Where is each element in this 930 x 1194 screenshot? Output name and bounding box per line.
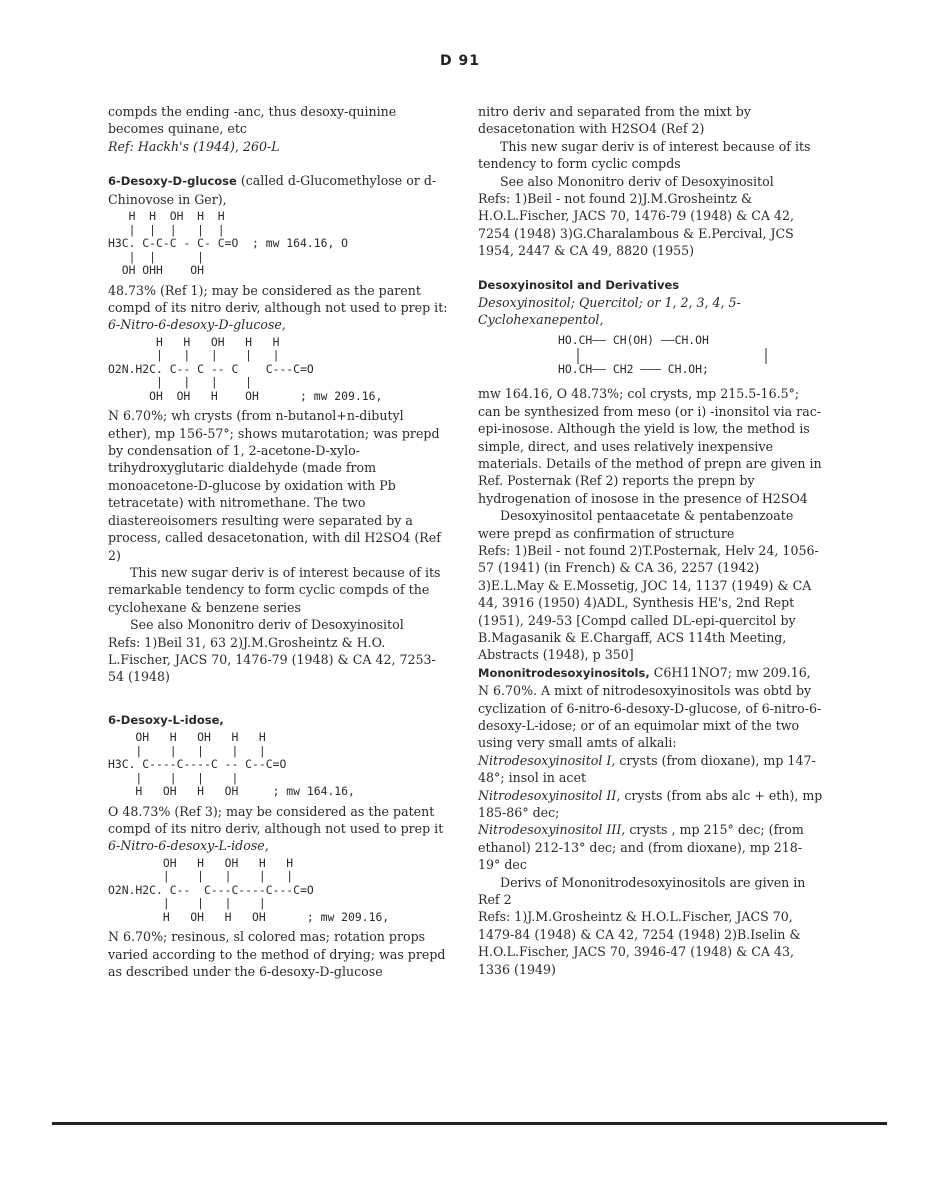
left-column [108,103,448,981]
glucose-formula: H H OH H H | | | | | H3C. C-C-C - C- C=O ; mw 164.16, O | | | OH OHH OH [108,209,349,278]
ring-formula-top: HO.CH—— CH(OH) ——CH.OH [558,332,709,347]
nitro-item-3-name: Nitrodesoxyinositol III, [478,822,626,838]
continuation-text: nitro deriv and separated from the mixt by desacetonation with H2SO4 (Ref 2) [478,104,751,137]
right-column [478,103,823,978]
right-see-also: See also Mononitro deriv of Desoxyinositol [500,173,774,189]
glucose-title: 6-Desoxy-D-glucose [108,174,237,189]
bottom-rule [52,1122,887,1125]
desoxyinositol-ring-formula [478,331,823,377]
idose-title: 6-Desoxy-L-idose, [108,712,224,727]
nitro-glucose-title: 6-Nitro-6-desoxy-D-glucose, [108,317,286,333]
nitro-item-3-text: crysts , mp 215° dec; (from ethanol) 212-13° dec; and (from dioxane), mp 218-19° dec [478,822,804,873]
nitro-idose-formula: OH H OH H H | | | | | O2N.H2C. C-- C---C----C---C=O | | | | H OH H OH ; mw 209.16, [108,855,390,924]
intro-ref: Ref: Hackh's (1944), 260-L [108,138,280,154]
right-refs-1: Refs: 1)Beil - not found 2)J.M.Grosheintz & H.O.L.Fischer, JACS 70, 1476-79 (1948) & CA 42, 7254 (1948) 3)G.Charalambous & E.Percival, JCS 1954, 2447 & CA 49, 8820 (1955) [478,191,795,259]
nitro-item-1-name: Nitrodesoxyinositol I, [478,752,616,768]
nitro-item-3 [478,821,823,873]
nitro-item-2 [478,787,823,822]
desoxyinositol-body: mw 164.16, O 48.73%; col crysts, mp 215.5-16.5°; can be synthesized from meso (or i) -inonsitol via rac-epi-inosose. Although the yield is low, the method is simple, direct, and uses relatively inexpensive materials. Details of the method of prepn are given in Ref. Posternak (Ref 2) reports the prepn by hydrogenation of inosose in the presence of H2SO4 [478,386,822,506]
mononitro-entry [478,664,823,752]
glucose-body: 48.73% (Ref 1); may be considered as the parent compd of its nitro deriv, although not used to prep it: [108,282,448,315]
glucose-see-also: See also Mononitro deriv of Desoxyinositol [130,617,404,633]
mononitro-title: Mononitrodesoxyinositols, [478,665,650,680]
sugar-interest: This new sugar deriv is of interest because of its tendency to form cyclic compds [478,138,811,172]
desoxyinositol-esters: Desoxyinositol pentaacetate & pentabenzoate were prepd as confirmation of structure [478,508,794,541]
idose-body: O 48.73% (Ref 3); may be considered as the patent compd of its nitro deriv, although not used to prep it [108,803,444,837]
mononitro-refs: Refs: 1)J.M.Grosheintz & H.O.L.Fischer, JACS 70, 1479-84 (1948) & CA 42, 7254 (1948) 2)B.Iselin & H.O.L.Fischer, JACS 70, 3946-47 (1948) & CA 43, 1336 (1949) [478,909,801,977]
nitro-glucose-formula: H H OH H H | | | | | O2N.H2C. C-- C -- C C---C=O | | | | OH OH H OH ; mw 209.16, [108,334,383,403]
nitro-item-2-name: Nitrodesoxyinositol II, [478,787,621,803]
mononitro-formula: C6H11NO7; mw 209.16, N 6.70%. A mixt of nitrodesoxyinositols was obtd by cyclization of 6-nitro-6-desoxy-D-glucose, of 6-nitro-6-desoxy-L-idose; or of an equimolar mixt of the two using very small amts of alkali: [478,664,822,751]
nitro-idose-body: N 6.70%; resinous, sl colored mas; rotation props varied according to the method of drying; was prepd as described under the 6-desoxy-D-glucose [108,929,446,980]
ring-formula-bottom: HO.CH—— CH2 ——— CH.OH; [558,361,709,376]
intro-line-1: compds the ending -anc, thus desoxy-quinine [108,104,397,119]
intro-line-2: becomes quinane, etc [108,121,247,137]
desoxyinositol-synonyms: Desoxyinositol; Quercitol; or 1, 2, 3, 4, 5-Cyclohexanepentol, [478,295,741,328]
glucose-title-rest: (called d-Glucomethylose or d-Chinovose in Ger), [108,173,437,207]
glucose-refs: Refs: 1)Beil 31, 63 2)J.M.Grosheintz & H.O. L.Fischer, JACS 70, 1476-79 (1948) & CA 42, 7253-54 (1948) [108,634,436,685]
desoxyinositol-title: Desoxyinositol and Derivatives [478,277,680,292]
idose-formula: OH H OH H H | | | | | H3C. C----C----C -- C--C=O | | | | H OH H OH ; mw 164.16, [108,730,355,799]
nitro-glucose-body: N 6.70%; wh crysts (from n-butanol+n-dibutyl ether), mp 156-57°; shows mutarotation; was prepd by condensation of 1, 2-acetone-D-xylo-trihydroxyglutaric dialdehyde (made from monoacetone-D-glucose by oxidation with Pb tetracetate) with nitromethane. The two diastereoisomers resulting were separated by a process, called desacetonation, with dil H2SO4 (Ref 2) [108,408,441,563]
nitro-item-2-text: crysts (from abs alc + eth), mp 185-86° dec; [478,787,823,821]
mononitro-derivs: Derivs of Mononitrodesoxyinositols are given in Ref 2 [478,874,806,908]
nitro-idose-title: 6-Nitro-6-desoxy-L-idose, [108,838,269,854]
nitro-item-1 [478,752,823,787]
glucose-entry [108,172,448,208]
glucose-interest: This new sugar deriv is of interest because of its remarkable tendency to form cyclic compds of the cyclohexane & benzene series [108,564,441,615]
desoxyinositol-refs: Refs: 1)Beil - not found 2)T.Posternak, Helv 24, 1056-57 (1941) (in French) & CA 36, 2257 (1942) 3)E.L.May & E.Mossetig, JOC 14, 1137 (1949) & CA 44, 3916 (1950) 4)ADL, Synthesis HE's, 2nd Rept (1951), 249-53 [Compd called DL-epi-quercitol by B.Magasanik & E.Chargaff, ACS 114th Meeting, Abstracts (1948), p 350] [478,542,819,663]
nitro-item-1-text: crysts (from dioxane), mp 147-48°; insol in acet [478,752,816,786]
page-number: D 91 [440,53,480,69]
